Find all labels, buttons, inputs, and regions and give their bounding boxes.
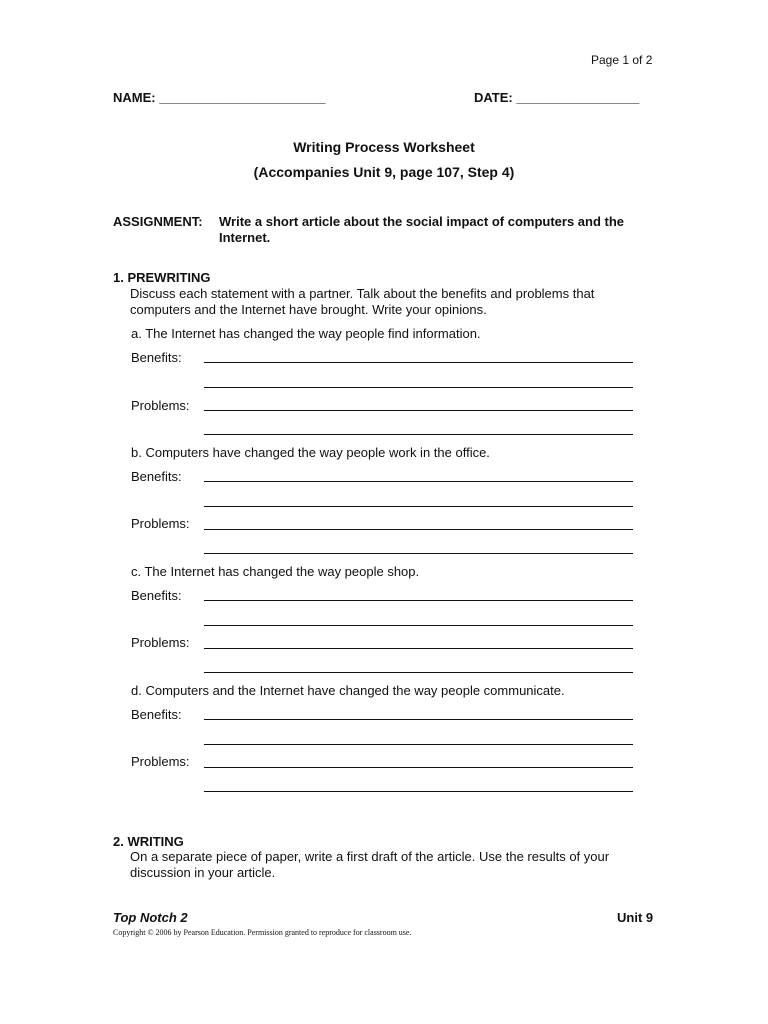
writing-instructions bbox=[130, 849, 609, 881]
benefits-answer-line-d2[interactable] bbox=[204, 744, 633, 745]
problems-answer-line-d1[interactable] bbox=[204, 767, 633, 768]
prewriting-instructions-line1: Discuss each statement with a partner. Talk about the benefits and problems that bbox=[130, 286, 595, 301]
footer-book-title: Top Notch 2 bbox=[113, 910, 188, 925]
date-field-label: DATE: _________________ bbox=[474, 90, 640, 105]
benefits-label-b: Benefits: bbox=[131, 469, 182, 484]
statement-c: c. The Internet has changed the way people shop. bbox=[131, 564, 420, 579]
statement-b: b. Computers have changed the way people work in the office. bbox=[131, 445, 490, 460]
problems-answer-line-b2[interactable] bbox=[204, 553, 633, 554]
writing-instructions-line2: discussion in your article. bbox=[130, 865, 276, 880]
problems-answer-line-d2[interactable] bbox=[204, 791, 633, 792]
problems-answer-line-c1[interactable] bbox=[204, 648, 633, 649]
statement-a: a. The Internet has changed the way people find information. bbox=[131, 326, 481, 341]
problems-label-d: Problems: bbox=[131, 754, 190, 769]
writing-instructions-line1: On a separate piece of paper, write a first draft of the article. Use the results of your bbox=[130, 849, 610, 864]
benefits-answer-line-a1[interactable] bbox=[204, 362, 633, 363]
problems-label-c: Problems: bbox=[131, 635, 190, 650]
problems-answer-line-c2[interactable] bbox=[204, 672, 633, 673]
worksheet-title: Writing Process Worksheet bbox=[293, 139, 475, 155]
benefits-label-d: Benefits: bbox=[131, 707, 182, 722]
worksheet-subtitle: (Accompanies Unit 9, page 107, Step 4) bbox=[253, 164, 515, 180]
problems-label-b: Problems: bbox=[131, 516, 190, 531]
benefits-answer-line-b1[interactable] bbox=[204, 481, 633, 482]
problems-answer-line-a1[interactable] bbox=[204, 410, 633, 411]
benefits-answer-line-c1[interactable] bbox=[204, 600, 633, 601]
problems-answer-line-a2[interactable] bbox=[204, 434, 633, 435]
benefits-label-c: Benefits: bbox=[131, 588, 182, 603]
benefits-answer-line-a2[interactable] bbox=[204, 387, 633, 388]
footer-unit: Unit 9 bbox=[617, 910, 654, 925]
assignment-text-line1: Write a short article about the social impact of computers and the bbox=[219, 214, 625, 229]
benefits-answer-line-c2[interactable] bbox=[204, 625, 633, 626]
assignment-text-line2: Internet. bbox=[219, 230, 271, 245]
page-number: Page 1 of 2 bbox=[591, 53, 653, 67]
statement-d: d. Computers and the Internet have changed the way people communicate. bbox=[131, 683, 565, 698]
problems-answer-line-b1[interactable] bbox=[204, 529, 633, 530]
prewriting-heading: 1. PREWRITING bbox=[113, 270, 211, 285]
prewriting-instructions-line2: computers and the Internet have brought. Write your opinions. bbox=[130, 302, 487, 317]
writing-heading: 2. WRITING bbox=[113, 834, 184, 849]
name-field-label: NAME: _______________________ bbox=[113, 90, 326, 105]
footer-copyright: Copyright © 2006 by Pearson Education. Permission granted to reproduce for classroom use. bbox=[113, 928, 412, 937]
problems-label-a: Problems: bbox=[131, 398, 190, 413]
assignment-label: ASSIGNMENT: bbox=[113, 214, 203, 229]
benefits-answer-line-b2[interactable] bbox=[204, 506, 633, 507]
assignment-text bbox=[219, 214, 624, 246]
prewriting-instructions bbox=[130, 286, 594, 318]
benefits-answer-line-d1[interactable] bbox=[204, 719, 633, 720]
benefits-label-a: Benefits: bbox=[131, 350, 182, 365]
